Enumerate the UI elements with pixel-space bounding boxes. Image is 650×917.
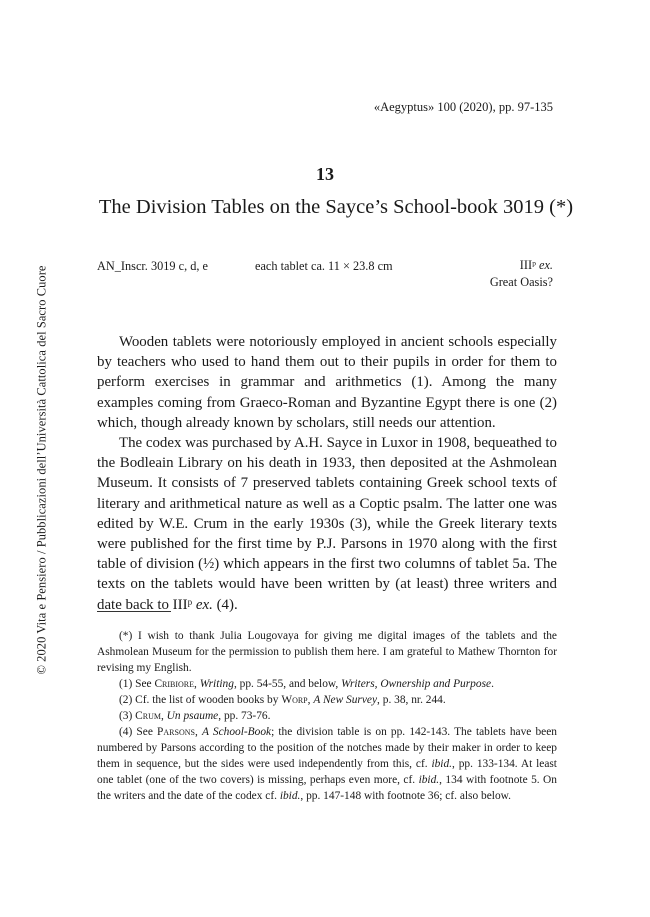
paragraph-2-end: (4). — [212, 596, 238, 613]
footnote-2 — [97, 692, 557, 708]
fn4-title: A School-Book — [201, 726, 272, 738]
fn3-title: Un psaume — [166, 710, 219, 722]
date-provenance — [490, 257, 553, 291]
footnote-star: (*) I wish to thank Julia Lougovaya for giving me digital images of the tablets and the Ashmolean Museum for the permission to publish them here. I am grateful to Mathew Thornton for revising my English. — [97, 630, 557, 674]
fn1-end: . — [491, 678, 494, 690]
copyright-text: © 2020 Vita e Pensiero / Pubblicazioni dell’Università Cattolica del Sacro Cuore — [34, 265, 49, 675]
provenance: Great Oasis? — [489, 275, 553, 289]
fn1-pages: , pp. 54-55, and below, — [233, 678, 342, 690]
fn4-author: Parsons — [157, 726, 195, 738]
date-suffix: ex. — [539, 258, 553, 272]
chapter-title: The Division Tables on the Sayce’s School-book 3019 (*) — [98, 196, 574, 218]
chapter-number: 13 — [316, 164, 334, 184]
fn3-author: Crum — [135, 710, 161, 722]
fn4-part-c: ; the division table is on pp. 142-143. The tablets have been numbered by Parsons according to the position of the notches made by their maker in order to keep them in sequence, but the sides were used independently from this, cf. — [97, 726, 557, 770]
footnotes — [97, 628, 557, 804]
fn4-sep: , — [194, 726, 202, 738]
paragraph-2-century: IIIᵖ — [172, 596, 193, 613]
date-line — [490, 257, 553, 274]
date-century: IIIᵖ — [519, 258, 536, 272]
fn1-title2: Writers, Ownership and Purpose — [341, 678, 492, 690]
fn4-part-f: , pp. 147-148 with footnote 36; cf. also below. — [300, 790, 511, 802]
fn2-text: (2) Cf. the list of wooden books by — [119, 694, 282, 706]
fn4-part-e: , 134 with footnote 5. On the writers and the date of the codex cf. — [97, 774, 557, 802]
main-text — [97, 332, 557, 615]
fn2-author: Worp — [281, 694, 308, 706]
fn1-title1: Writing — [199, 678, 234, 690]
fn4-text: (4) See — [119, 726, 158, 738]
running-header: «Aegyptus» 100 (2020), pp. 97-135 — [373, 100, 553, 114]
fn3-pages: , pp. 73-76. — [218, 710, 271, 722]
fn3-sep: , — [160, 710, 167, 722]
fn4-ibid-3: ibid. — [279, 790, 301, 802]
footnote-separator — [97, 611, 171, 612]
fn4-ibid-1: ibid. — [431, 758, 453, 770]
fn4-part-d: , pp. 133-134. At least one tablet (one of the two covers) is missing, perhaps even more, cf. — [97, 758, 557, 786]
fn2-pages: , p. 38, nr. 244. — [377, 694, 446, 706]
paragraph-2-main: The codex was purchased by A.H. Sayce in Luxor in 1908, bequeathed to the Bodleain Library on his death in 1933, then deposited at the Ashmolean Museum. It consists of 7 preserved tablets containing Greek school texts of literary and arithmetical nature as well as a Coptic psalm. The latter one was edited by W.E. Crum in the early 1930s (3), while the Greek literary texts were published for the first time by P.J. Parsons in 1970 along with the first table of division (½) which appears in the first two columns of tablet 5a. The texts on the tablets would have been written by (at least) three writers and date back to — [97, 435, 557, 613]
fn1-text: (1) See — [119, 678, 155, 690]
tablet-dimensions: each tablet ca. 11 × 23.8 cm — [255, 259, 393, 273]
fn3-text: (3) — [119, 710, 136, 722]
paragraph-2 — [97, 433, 557, 615]
fn1-author: Cribiore — [154, 678, 195, 690]
paragraph-1: Wooden tablets were notoriously employed in ancient schools especially by teachers who used to hand them out to their pupils in order for them to perform exercises in grammar and arithmetics (1). Among the many examples coming from Graeco-Roman and Byzantine Egypt there is one (2) which, though already known by scholars, still needs our attention. — [97, 334, 557, 431]
footnote-1 — [97, 676, 557, 692]
fn1-sep: , — [194, 678, 200, 690]
fn2-sep: , — [307, 694, 314, 706]
fn2-title: A New Survey — [313, 694, 378, 706]
paragraph-2-ex: ex. — [195, 596, 213, 613]
footnote-4 — [97, 724, 557, 804]
footnote-3 — [97, 708, 557, 724]
fn4-ibid-2: ibid. — [418, 774, 440, 786]
inventory-number: AN_Inscr. 3019 c, d, e — [97, 259, 208, 273]
